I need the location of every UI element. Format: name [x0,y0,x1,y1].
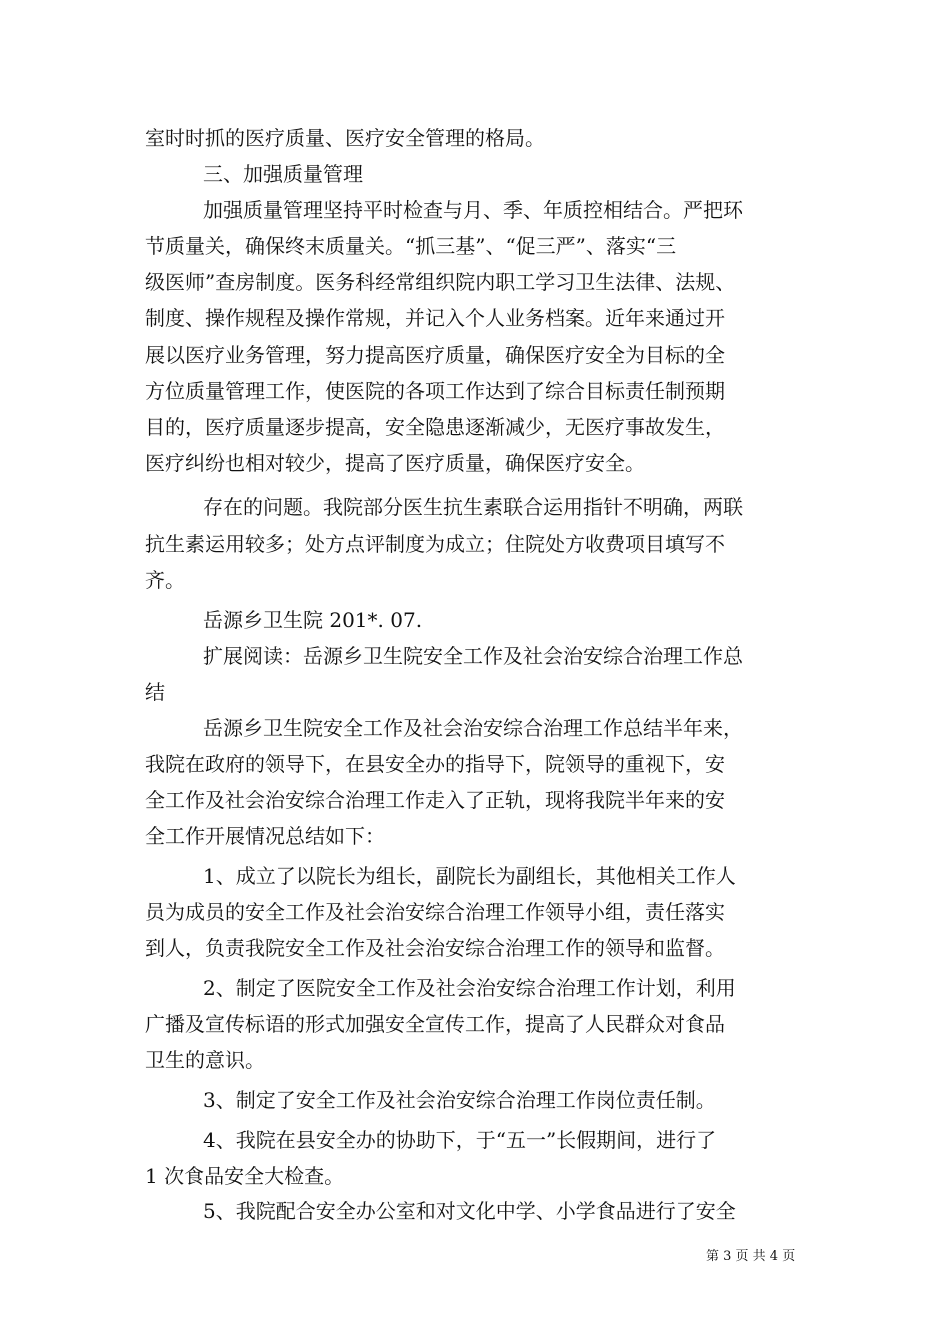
list-item: 3、制定了安全工作及社会治安综合治理工作岗位责任制。 [203,1088,716,1112]
page-number: 第 3 页 共 4 页 [706,1249,796,1264]
text-line: 级医师”查房制度。医务科经常组织院内职工学习卫生法律、法规、 [145,270,736,294]
text-line: 加强质量管理坚持平时检查与月、季、年质控相结合。严把环 [203,198,743,222]
text-line: 目的，医疗质量逐步提高，安全隐患逐渐减少，无医疗事故发生， [145,415,725,439]
list-item: 4、我院在县安全办的协助下，于“五一”长假期间，进行了 [203,1128,717,1152]
list-item: 5、我院配合安全办公室和对文化中学、小学食品进行了安全 [203,1199,736,1223]
text-line: 制度、操作规程及操作常规，并记入个人业务档案。近年来通过开 [145,306,725,330]
text-line: 展以医疗业务管理，努力提高医疗质量，确保医疗安全为目标的全 [145,343,725,367]
text-line: 方位质量管理工作，使医院的各项工作达到了综合目标责任制预期 [145,379,725,403]
text-line: 节质量关，确保终末质量关。“抓三基”、“促三严”、落实“三 [145,234,677,258]
text-line: 结 [145,680,165,704]
text-line: 全工作开展情况总结如下： [145,824,385,848]
text-line: 存在的问题。我院部分医生抗生素联合运用指针不明确，两联 [203,495,743,519]
list-item: 1、成立了以院长为组长，副院长为副组长，其他相关工作人 [203,864,736,888]
text-line: 岳源乡卫生院安全工作及社会治安综合治理工作总结半年来， [203,716,743,740]
list-item: 2、制定了医院安全工作及社会治安综合治理工作计划，利用 [203,976,736,1000]
text-line: 广播及宣传标语的形式加强安全宣传工作，提高了人民群众对食品 [145,1012,725,1036]
signature-line: 岳源乡卫生院 201*. 07. [203,608,423,632]
text-line: 齐。 [145,568,185,592]
text-line: 全工作及社会治安综合治理工作走入了正轨，现将我院半年来的安 [145,788,725,812]
text-line: 我院在政府的领导下，在县安全办的指导下，院领导的重视下，安 [145,752,725,776]
text-line: 医疗纠纷也相对较少，提高了医疗质量，确保医疗安全。 [145,451,645,475]
text-line: 抗生素运用较多；处方点评制度为成立；住院处方收费项目填写不 [145,532,725,556]
text-line: 到人，负责我院安全工作及社会治安综合治理工作的领导和监督。 [145,936,725,960]
text-line: 卫生的意识。 [145,1048,265,1072]
text-line: 扩展阅读：岳源乡卫生院安全工作及社会治安综合治理工作总 [203,644,743,668]
text-line: 室时时抓的医疗质量、医疗安全管理的格局。 [145,126,545,150]
text-line: 员为成员的安全工作及社会治安综合治理工作领导小组，责任落实 [145,900,725,924]
section-heading: 三、加强质量管理 [203,162,363,186]
text-line: 1 次食品安全大检查。 [145,1164,345,1188]
